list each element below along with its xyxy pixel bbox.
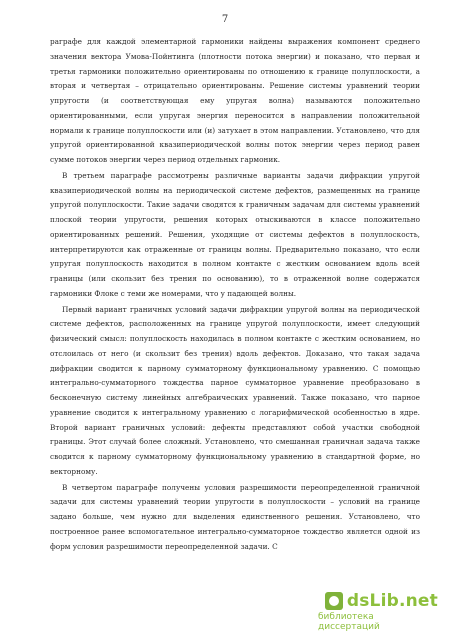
paragraph-3: Первый вариант граничных условий задачи дифракции упругой волны на периодической системе дефектов, расположенных на границе упругой полуплоскости, имеет следующий физический смысл: полуплоскость находилась в полном контакте с жестким основанием, но отслоилась от него (и скользит без трения) вдоль дефектов. Доказано, что такая задача дифракции сводится к парному сумматорному функциональному уравнению. С помощью интегрально-сумматорного тождества парное сумматорное уравнение преобразовано в бесконечную систему линейных алгебраических уравнений. Также показано, что парное уравнение сводится к интегральному уравнению с логарифмической особенностью в ядре. Второй вариант граничных условий: дефекты представляют собой участки свободной границы. Этот случай более сложный. Установлено, что смешанная граничная задача также сводится к парному сумматорному функциональному уравнению в стандартной форме, но векторному. bbox=[50, 304, 420, 476]
dslib-logo-icon bbox=[325, 592, 343, 610]
watermark-subtitle: библиотека диссертаций bbox=[318, 612, 380, 632]
paragraph-4: В четвертом параграфе получены условия разрешимости переопределенной граничной задачи для системы уравнений теории упругости в полуплоскости – условий на границе задано больше, чем нужно для выделения единственного решения. Установлено, что построенное ранее вспомогательное интегрально-сумматорное тождество является одной из форм условия разрешимости переопределенной задачи. С bbox=[50, 482, 420, 551]
dslib-watermark bbox=[318, 591, 438, 633]
page-number: 7 bbox=[221, 14, 229, 25]
paragraph-1: раграфе для каждой элементарной гармоники найдены выражения компонент среднего значения вектора Умова-Пойнтинга (плотности потока энергии) и показано, что первая и третья гармоники положительно ориентированы по отношению к границе полуплоскости, а вторая и четвертая – отрицательно ориентированы. Решение системы уравнений теории упругости (и соответствующая ему упругая волна) называются положительно ориентированными, если упругая энергия переносится в направлении положительной нормали к границе полуплоскости или (и) затухает в этом направлении. Установлено, что для упругой ориентированной квазипериодической волны поток энергии через период равен сумме потоков энергии через период отдельных гармоник. bbox=[50, 37, 420, 164]
paragraph-2: В третьем параграфе рассмотрены различные варианты задачи дифракции упругой квазипериодической волны на периодической системе дефектов, размещенных на границе упругой полуплоскости. Такие задачи сводятся к граничным задачам для системы уравнений плоской теории упругости, решения которых отыскиваются в классе положительно ориентированных решений. Решения, уходящие от системы дефектов в полуплоскость, интерпретируются как отраженные от границы волны. Предварительно показано, что если упругая полуплоскость находится в полном контакте с жестким основанием вдоль всей границы (или скользит без трения по основанию), то в отраженной волне содержатся гармоники Флоке с теми же номерами, что у падающей волны. bbox=[50, 170, 420, 298]
document-body bbox=[50, 35, 420, 555]
watermark-brand: dsLib.net bbox=[346, 591, 438, 611]
